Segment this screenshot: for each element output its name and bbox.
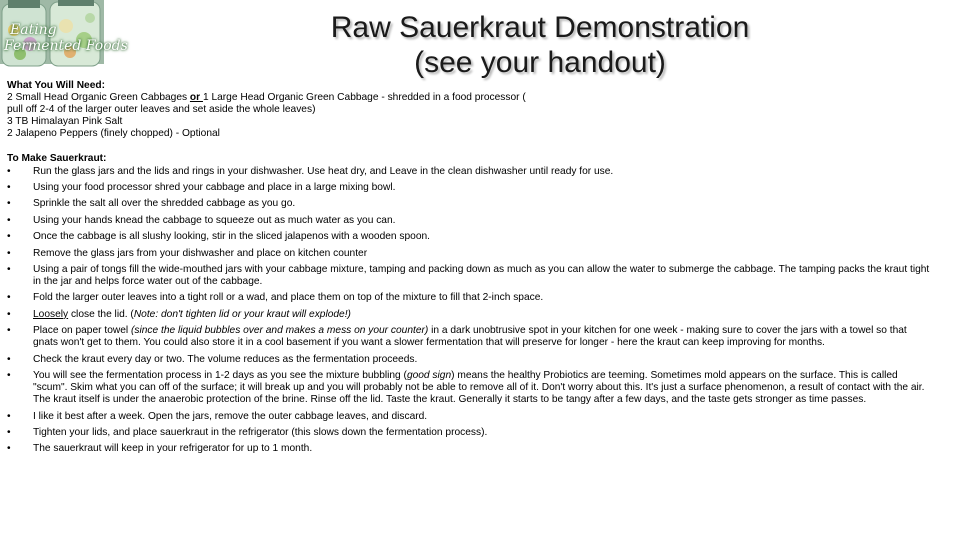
step-text: Once the cabbage is all slushy looking, stir in the sliced jalapenos with a wooden spoon.	[33, 231, 430, 243]
bullet-icon: •	[7, 165, 11, 177]
step-text: in a dark unobtrusive spot in your kitchen for one week - making sure to cover the jars with a towel so that gnats won't get to them. You could also store it in a cool basement if you want a slower fermentation that will preserve for longer - here the kraut can keep improving for months.	[33, 325, 907, 349]
bullet-icon: •	[7, 370, 11, 382]
bullet-icon: •	[7, 410, 11, 422]
needs-heading: What You Will Need:	[7, 80, 106, 91]
title-line2: (see your handout)	[414, 46, 666, 79]
list-item	[7, 231, 932, 243]
step-text: Fold the larger outer leaves into a tight roll or a wad, and place them on top of the mixture to fill that 2-inch space.	[33, 292, 544, 304]
title-line1: Raw Sauerkraut Demonstration	[330, 11, 750, 44]
list-item	[7, 325, 932, 349]
logo-line1: Eating	[10, 22, 57, 38]
list-item	[7, 309, 932, 321]
needs-line1-post: 1 Large Head Organic Green Cabbage - shredded in a food processor (	[202, 92, 526, 104]
list-item	[7, 292, 932, 304]
list-item	[7, 443, 932, 455]
step-text: Place on paper towel	[33, 325, 131, 337]
step-text: Using your food processor shred your cabbage and place in a large mixing bowl.	[33, 181, 396, 193]
eating-fermented-foods-logo	[0, 0, 128, 64]
bullet-icon: •	[7, 231, 11, 243]
needs-line1	[7, 92, 932, 104]
bullet-icon: •	[7, 353, 11, 365]
list-item	[7, 166, 932, 178]
page-title	[280, 10, 800, 80]
step-text: ) means the healthy Probiotics are teeming. Sometimes mold appears on the surface. This is called "scum". Skim what you can off of the surface; it will break up and you will probably not be able to remove all of it. Don't worry about this. It's just a surface phenomenon, a result of contact with the air. The kraut itself is under the anaerobic protection of the brine. Rinse off the lid. Taste the kraut. Generally it starts to be tangy after a few days, and the taste gets stronger as time passes.	[33, 370, 925, 406]
step-text: close the lid. (	[68, 308, 134, 320]
bullet-icon: •	[7, 443, 11, 455]
bullet-icon: •	[7, 198, 11, 210]
handout-body	[7, 80, 932, 460]
steps-list	[7, 166, 932, 456]
list-item	[7, 411, 932, 423]
bullet-icon: •	[7, 214, 11, 226]
list-item	[7, 354, 932, 366]
needs-line3: 3 TB Himalayan Pink Salt	[7, 116, 123, 128]
step-text: I like it best after a week. Open the jars, remove the outer cabbage leaves, and discard.	[33, 410, 428, 422]
bullet-icon: •	[7, 427, 11, 439]
step-text: Tighten your lids, and place sauerkraut in the refrigerator (this slows down the fermentation process).	[33, 427, 488, 439]
step-text: Run the glass jars and the lids and rings in your dishwasher. Use heat dry, and Leave in the clean dishwasher until ready for use.	[33, 165, 614, 177]
list-item	[7, 370, 932, 406]
bullet-icon: •	[7, 325, 11, 337]
step-text: The sauerkraut will keep in your refrigerator for up to 1 month.	[33, 443, 313, 455]
step-loosely: Loosely	[33, 308, 69, 320]
list-item	[7, 248, 932, 260]
list-item	[7, 198, 932, 210]
steps-heading: To Make Sauerkraut:	[7, 153, 107, 165]
list-item	[7, 215, 932, 227]
list-item	[7, 182, 932, 194]
step-text: Check the kraut every day or two. The volume reduces as the fermentation proceeds.	[33, 353, 418, 365]
step-note: Note: don't tighten lid or your kraut will explode!)	[133, 308, 351, 320]
bullet-icon: •	[7, 263, 11, 275]
needs-line2: pull off 2-4 of the larger outer leaves and set aside the whole leaves)	[7, 104, 316, 116]
bullet-icon: •	[7, 181, 11, 193]
logo-line2: Fermented Foods	[4, 38, 128, 54]
step-text: You will see the fermentation process in 1-2 days as you see the mixture bubbling (	[33, 370, 407, 382]
bullet-icon: •	[7, 292, 11, 304]
step-text: Sprinkle the salt all over the shredded cabbage as you go.	[33, 198, 296, 210]
bullet-icon: •	[7, 308, 11, 320]
step-note: (since the liquid bubbles over and makes a mess on your counter)	[130, 325, 429, 337]
step-text: Using a pair of tongs fill the wide-mouthed jars with your cabbage mixture, tamping and packing down as much as you can allow the water to submerge the cabbage. The tamping packs the kraut tight in the jar and helps force water out of the cabbage.	[33, 263, 930, 287]
list-item	[7, 427, 932, 439]
needs-line4: 2 Jalapeno Peppers (finely chopped) - Optional	[7, 128, 220, 140]
bullet-icon: •	[7, 247, 11, 259]
needs-line1-pre: 2 Small Head Organic Green Cabbages	[7, 92, 190, 104]
step-text: Remove the glass jars from your dishwasher and place on kitchen counter	[33, 247, 368, 259]
step-text: Using your hands knead the cabbage to squeeze out as much water as you can.	[33, 214, 396, 226]
list-item	[7, 264, 932, 288]
step-note: good sign	[406, 370, 452, 382]
needs-or: or	[189, 92, 203, 104]
